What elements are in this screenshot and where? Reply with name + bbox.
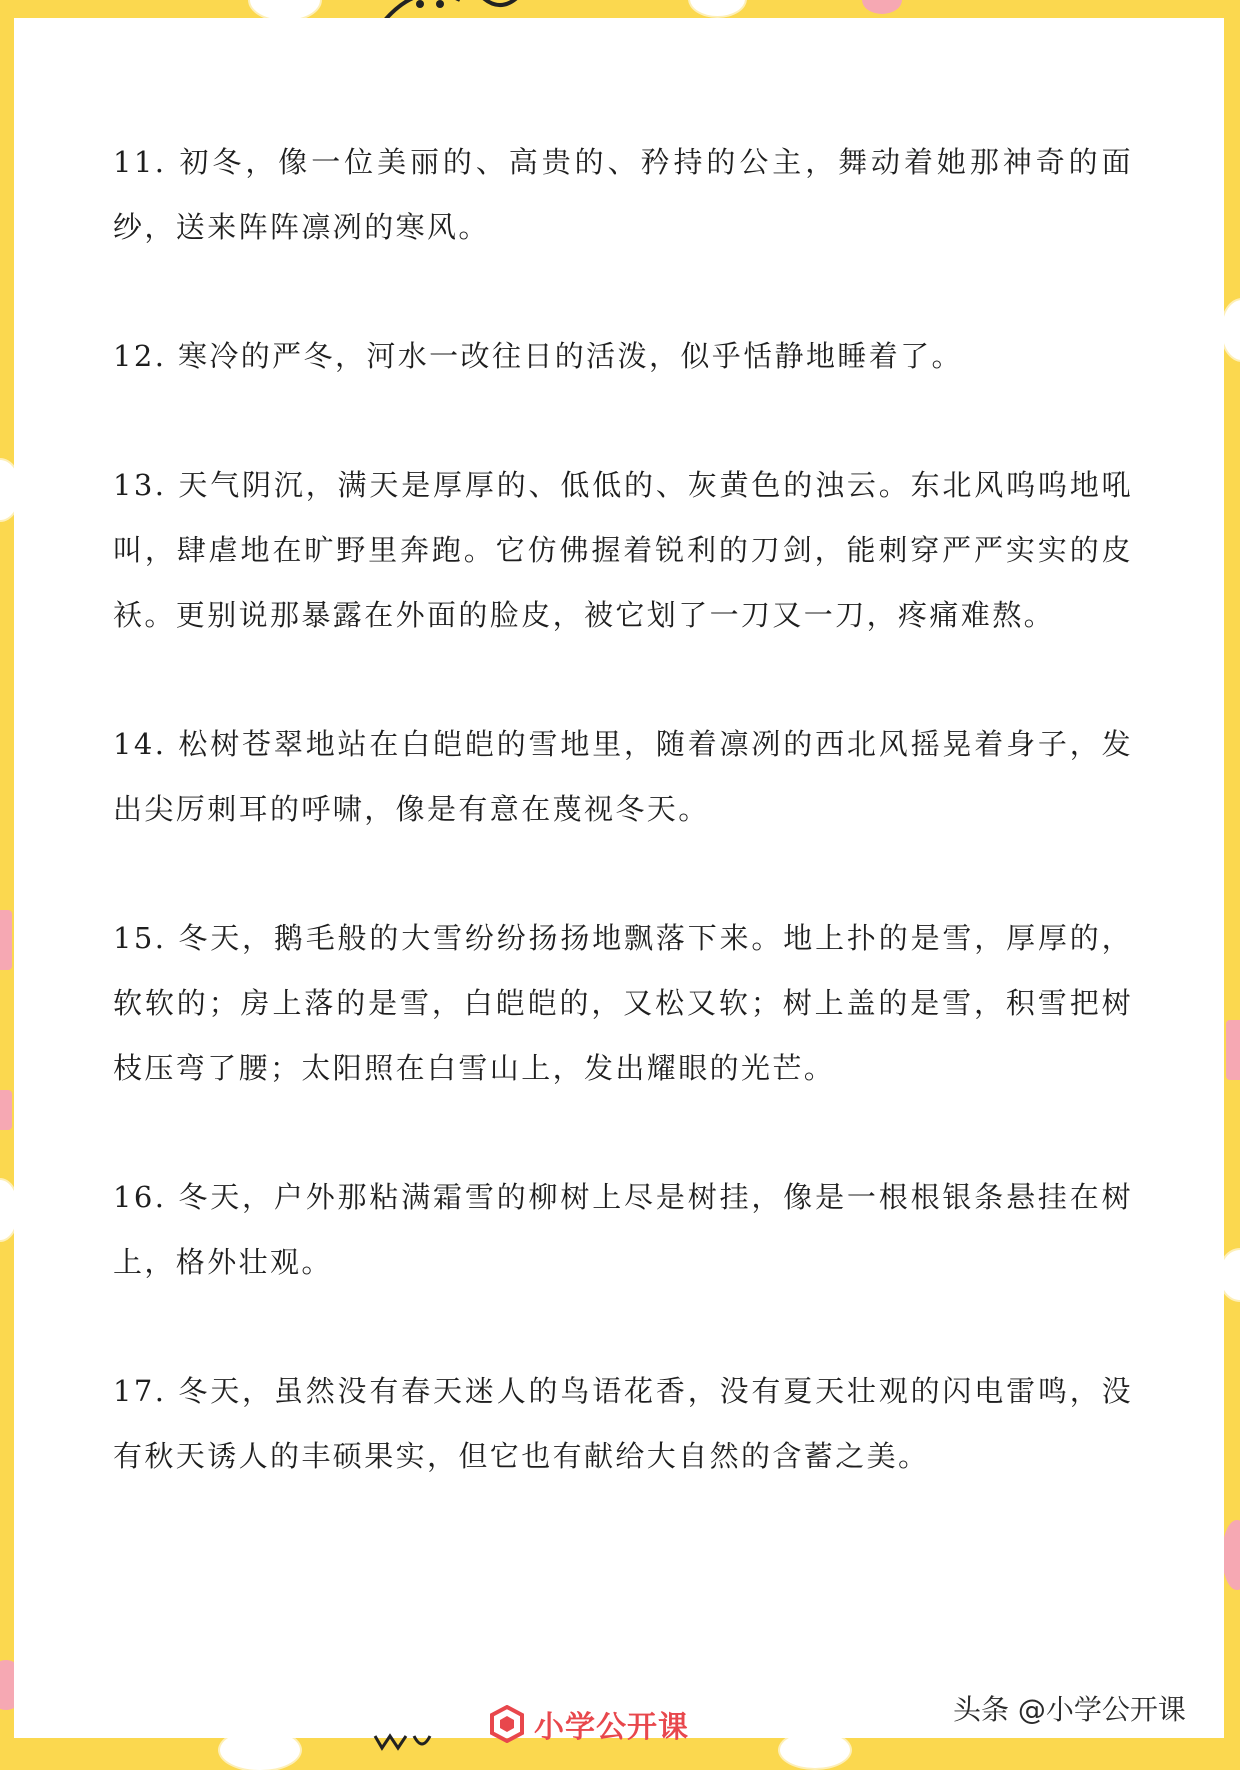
platform-watermark: 头条 @小学公开课 bbox=[953, 1693, 1186, 1726]
pink-blob-decoration bbox=[1226, 1020, 1240, 1080]
paragraph-15: 15. 冬天，鹅毛般的大雪纷纷扬扬地飘落下来。地上扑的是雪，厚厚的，软软的；房上落的是雪，白皑皑的，又松又软；树上盖的是雪，积雪把树枝压弯了腰；太阳照在白雪山上，发出耀眼的光芒。 bbox=[113, 921, 1133, 1085]
paragraph-14: 14. 松树苍翠地站在白皑皑的雪地里，随着凛冽的西北风摇晃着身子，发出尖厉刺耳的呼啸，像是有意在蔑视冬天。 bbox=[113, 727, 1133, 826]
hexagon-logo-icon bbox=[490, 1705, 524, 1743]
paragraph-13: 13. 天气阴沉，满天是厚厚的、低低的、灰黄色的浊云。东北风呜呜地吼叫，肆虐地在旷野里奔跑。它仿佛握着锐利的刀剑，能刺穿严严实实的皮袄。更别说那暴露在外面的脸皮，被它划了一刀又一刀，疼痛难熬。 bbox=[113, 468, 1133, 632]
paragraph-16: 16. 冬天，户外那粘满霜雪的柳树上尽是树挂，像是一根根银条悬挂在树上，格外壮观。 bbox=[113, 1180, 1133, 1279]
paragraph-17: 17. 冬天，虽然没有春天迷人的鸟语花香，没有夏天壮观的闪电雷鸣，没有秋天诱人的丰硕果实，但它也有献给大自然的含蓄之美。 bbox=[113, 1374, 1133, 1473]
pink-blob-decoration bbox=[1222, 1520, 1240, 1590]
footer-brand bbox=[490, 1700, 689, 1748]
cloud-decoration bbox=[690, 0, 745, 16]
pink-blob-decoration bbox=[0, 910, 12, 970]
cloud-decoration bbox=[1222, 300, 1240, 360]
doodle-wave-icon bbox=[370, 1728, 440, 1752]
brand-name: 小学公开课 bbox=[534, 1710, 689, 1745]
pink-blob-decoration bbox=[862, 0, 902, 14]
paragraph-11: 11. 初冬，像一位美丽的、高贵的、矜持的公主，舞动着她那神奇的面纱，送来阵阵凛冽的寒风。 bbox=[113, 145, 1133, 244]
paragraph-12: 12. 寒冷的严冬，河水一改往日的活泼，似乎恬静地睡着了。 bbox=[113, 339, 963, 373]
cloud-decoration bbox=[250, 0, 320, 20]
pink-blob-decoration bbox=[0, 1090, 12, 1130]
paragraph-list bbox=[113, 130, 1133, 1553]
